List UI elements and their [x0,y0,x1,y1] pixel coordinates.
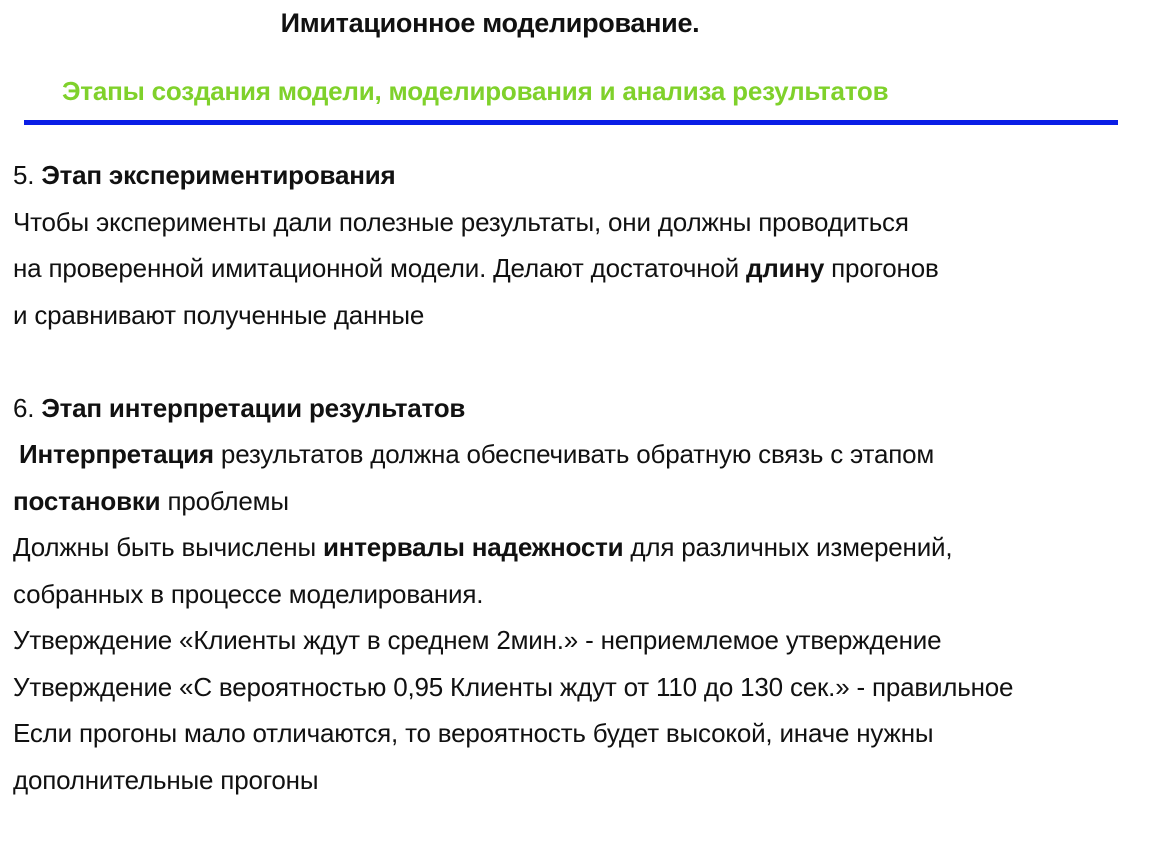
section-6-line-5: Утверждение «Клиенты ждут в среднем 2мин.» - неприемлемое утверждение [13,625,942,655]
section-5-line-2-text-a: на проверенной имитационной модели. Делают достаточной [13,253,746,283]
section-5-line-3: и сравнивают полученные данные [13,299,425,330]
section-6-heading [13,385,1143,432]
section-6-line-6: Утверждение «С вероятностью 0,95 Клиенты ждут от 110 до 130 сек.» - правильное [13,671,1014,702]
title-divider [24,120,1118,125]
section-6-line-3-text-a: Должны быть вычислены [13,532,323,562]
section-6-line-2-bold: постановки [13,485,161,516]
section-5-heading [13,152,1143,199]
section-5-line-2-text-b: прогонов [824,253,939,283]
slide-subtitle: Этапы создания модели, моделирования и анализа результатов [62,76,889,106]
section-6-line-4: собранных в процессе моделирования. [13,578,484,609]
section-6-line-1-bold: Интерпретация [19,439,214,469]
slide-body [13,152,1143,803]
section-6-line-1 [13,431,1143,478]
section-6-line-1-text: результатов должна обеспечивать обратную связь с этапом [213,439,935,469]
section-5-line-2 [13,245,1143,292]
section-5-line-2-bold: длину [745,253,825,283]
section-6-line-2 [13,478,1143,525]
slide-title: Имитационное моделирование. [280,8,700,38]
section-spacer [13,338,1143,385]
section-6-line-3-text-b: для различных измерений, [623,532,953,562]
section-5-number: 5. [13,160,42,190]
section-5-title: Этап экспериментирования [41,160,396,190]
section-6-line-7: Если прогоны мало отличаются, то вероятность будет высокой, иначе нужны [13,718,934,748]
section-5-line-1: Чтобы эксперименты дали полезные результаты, они должны проводиться [13,206,909,237]
section-6-number: 6. [13,392,42,423]
section-6-line-8: дополнительные прогоны [13,764,319,795]
section-6-line-3 [13,524,1143,571]
section-6-title: Этап интерпретации результатов [41,392,466,423]
section-6-line-2-text: проблемы [160,485,289,516]
section-6-line-3-bold: интервалы надежности [322,532,624,562]
